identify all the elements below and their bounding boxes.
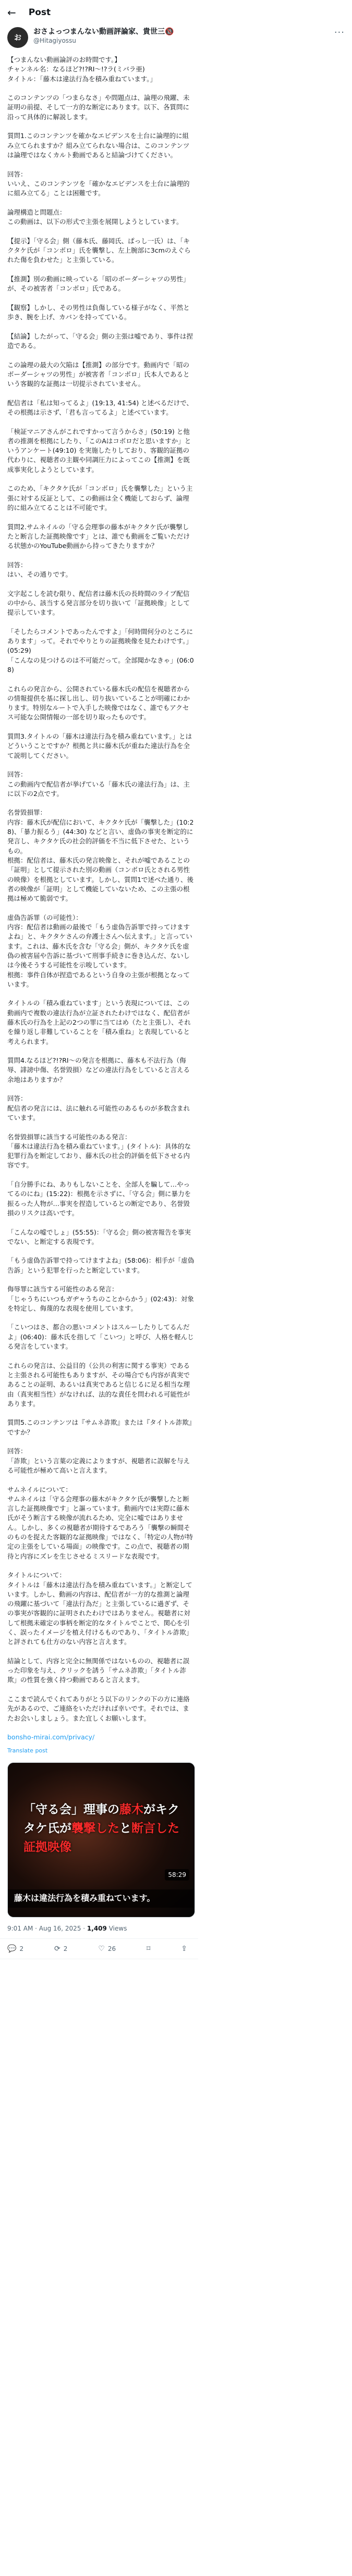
repost-count: 2 [63, 1945, 68, 1952]
share-icon: ⇪ [181, 1944, 187, 1953]
post-paragraph: サムネイルについて： サムネイルは「守る会理事の藤木がキクタケ氏が襲撃したと断言した証拠映像です」と謳っています。動画内では実際に藤木氏がそう断言する映像が流れるため、完全に嘘ではありません。しかし、多くの視聴者が期待するであろう「襲撃の瞬間そのものを捉えた客観的な証拠映像」ではなく、「特定の人物が特定の主張をしている場面」の映像です。この点で、視聴者の期待と内容にズレを生じさせるミスリードな表現です。 [7, 1485, 193, 1560]
page-title: Post [28, 7, 51, 18]
bookmark-icon: ⌑ [147, 1944, 151, 1953]
like-button[interactable] [98, 1944, 116, 1953]
headline-segment: と [119, 1821, 131, 1835]
reply-icon: 💬 [7, 1944, 17, 1953]
post-author [0, 25, 352, 52]
headline-segment: 証拠映像 [23, 1840, 71, 1854]
post-paragraph: これらの発言は、公益目的（公共の利害に関する事実）であると主張される可能性もありますが、その場合でも内容が真実であることの証明、あるいは真実であると信じるに足る相当な理由（真実相当性）がなければ、法的な責任を問われる可能性があります。 [7, 1361, 190, 1408]
post-paragraph: 【つまんない動画論評のお時間です。】 チャンネル名：なるほど?!?RI～!?ラ(ミバラ亜) タイトル：「藤木は違法行為を積み重ねています。」 [7, 56, 156, 83]
reply-button[interactable] [7, 1944, 23, 1953]
action-bar [7, 1939, 187, 1959]
post-body [0, 52, 202, 1959]
like-count: 26 [107, 1945, 116, 1952]
post-paragraph: このコンテンツの「つまらなさ」や問題点は、論理の飛躍、未証明の前提、そして一方的な断定にあります。以下、各質問に沿って具体的に解説します。 [7, 94, 190, 121]
avatar[interactable]: お [7, 27, 28, 48]
post-paragraph: 回答： 配信者の発言には、法に触れる可能性のあるものが多数含まれています。 [7, 1094, 190, 1122]
top-bar [0, 0, 352, 25]
post-paragraph: このため、「キクタケ氏が「コンボロ」氏を襲撃した」という主張に対する反証として、この動画は全く機能しておらず、論理的に組み立てることは不可能です。 [7, 484, 193, 512]
post-paragraph: 虚偽告訴罪（の可能性）： 内容：配信者は動画の最後で「もう虚偽告訴罪で持ってけますよね」と、キクタケさんの弁護士さんへ伝えます。」と言っています。これは、藤木氏を含む「守る会」側が、キクタケ氏を虚偽の被害届や告訴に基づいて刑事手続きに巻き込んだ、ないしは今後そうする可能性を示唆しています。 根拠：事件自体が捏造であるという自身の主張が根拠となっています。 [7, 913, 192, 988]
post-paragraph: 「もう虚偽告訴罪で持ってけますよね」(58:06)：相手が「虚偽告訴」という犯罪を行ったと断定しています。 [7, 1256, 195, 1274]
repost-button[interactable] [54, 1944, 67, 1953]
post-paragraph: 質問2.サムネイルの「守る会理事の藤本がキクタケ氏が襲撃したと断言した証拠映像です」とは、誰でも動画をご覧いただける状態かのYouTube動画から持ってきたりますか？ [7, 522, 190, 550]
headline-segment: 理事の [83, 1802, 119, 1816]
post-paragraph: 回答： 「詐欺」という言葉の定義によりますが、視聴者に誤解を与える可能性が極めて高いと言えます。 [7, 1447, 190, 1474]
author-display-name[interactable]: おさよっつまんない動画評論家、貴世三🔞 [33, 28, 174, 36]
headline-segment: が [143, 1802, 155, 1816]
post-paragraph: これらの発言から、公開されている藤木氏の配信を視聴者からの情報提供を基に探し出し、切り抜いていることが明確にわかります。特別なルートで入手した映像ではなく、誰でもアクセス可能な公開情報の一部を切り取ったものです。 [7, 685, 190, 721]
post-meta [7, 1924, 195, 1933]
views-count: 1,409 [87, 1924, 107, 1932]
post-paragraph: 名誉毀損罪に該当する可能性のある発言： 「藤木は違法行為を積み重ねています。」(タイトル)：具体的な犯罪行為を断定しており、藤木氏の社会的評価を低下させる内容です。 [7, 1133, 191, 1169]
author-handle[interactable]: @Hitagiyossu [33, 37, 76, 44]
post-paragraph: 配信者は「私は知ってるよ」(19:13, 41:54) と述べるだけで、その根拠は示さず、「君も言ってるよ」と述べています。 [7, 399, 193, 416]
post-paragraph: 【提示】「守る会」側（藤本氏、藤岡氏、ぱっし一氏）は、「キクタケ氏が「コンボロ」氏を襲撃し、左上腕部に3cmのえぐられた傷を負わせた」と主張している。 [7, 237, 191, 264]
translate-link[interactable]: Translate post [7, 1747, 48, 1754]
post-text [7, 55, 195, 1723]
video-duration: 58:29 [165, 1869, 189, 1881]
post-paragraph: 【結論】したがって、「守る会」側の主張は嘘であり、事件は捏造である。 [7, 332, 193, 350]
post-paragraph: 結論として、内容と完全に無関係ではないものの、視聴者に誤った印象を与え、クリックを誘う「サムネ詐欺」「タイトル詐欺」の性質を強く持つ動画であると言えます。 [7, 1657, 190, 1684]
thumbnail-caption: 藤木は違法行為を積み重ねています。 [8, 1889, 195, 1907]
post-timestamp[interactable]: 9:01 AM · Aug 16, 2025 · [7, 1924, 86, 1932]
post-paragraph: 質問5.このコンテンツは『サムネ詐欺』または『タイトル詐欺』ですか？ [7, 1418, 192, 1436]
post-paragraph: 名誉毀損罪： 内容：藤木氏が配信において、キクタケ氏が「襲撃した」(10:28)、「暴力振るう」(44:30) などと言い、虚偽の事実を断定的に発言し、キクタケ氏の社会的評価を不当に低下させた、というもの。 根拠：配信者は、藤木氏の発言映像と、それが嘘であることの「証明」として提示された別の動画（コンボロ氏とされる男性の映像）を根拠としています。しかし、質問1で述べた通り、後者の映像が「証明」として機能していないため、この主張の根拠は極めて脆弱です。 [7, 808, 194, 903]
post-paragraph: 「そしたらコメントであったんですよ」「何時間何分のところにあります」って。それでやりとりの証拠映像を見たわけです。」(05:29) 「こんなの見つけるのは不可能だって。全部聞かなきゃ」(06:08) [7, 627, 194, 674]
share-button[interactable] [181, 1944, 187, 1953]
post-paragraph: 論理構造と問題点： この動画は、以下の形式で主張を展開しようとしています。 [7, 208, 183, 226]
headline-segment: 藤木 [119, 1802, 143, 1816]
post-paragraph: 侮辱罪に該当する可能性のある発言： 「じゃうちにいつもガヂャうちのことからかう」(02:43)：対象を特定し、侮蔑的な表現を使用しています。 [7, 1285, 194, 1312]
headline-segment: 「守る会」 [23, 1802, 83, 1816]
post-paragraph: タイトルの「積み重ねています」という表現については、この動画内で複数の違法行為が立証されたわけではなく、配信者が藤木氏の行為を上記の2つの罪に当てはめ（たと主張し）、それを繰り返し非難していることを「積み重ね」と表現していると考えられます。 [7, 999, 191, 1046]
post-paragraph: 回答： この動画内で配信者が挙げている「藤木氏の違法行為」は、主に以下の2点です。 [7, 770, 190, 798]
more-options-icon[interactable]: ··· [334, 27, 345, 38]
headline-segment: 断言した [131, 1821, 179, 1835]
heart-icon: ♡ [98, 1944, 105, 1953]
views-label: Views [108, 1924, 127, 1932]
arrow-left-icon[interactable]: ← [7, 6, 16, 19]
post-paragraph: この論理の最大の欠陥は【推測】の部分です。動画内で「昭のボーダーシャツの男性」が被害者「コンボロ」氏本人であるという客観的な証拠は一切提示されていません。 [7, 360, 190, 388]
post-paragraph: 「自分勝手にね、ありもしないことを、全部人を騙して…やってるのにね」(15:22)：根拠を示さずに、「守る会」側に暴力を振るった人物が…事実を捏造しているとの断定であり、名誉毀損のリスクは高いです。 [7, 1180, 191, 1217]
post-paragraph: 回答： はい、その通りです。 [7, 561, 72, 579]
post-link[interactable]: bonsho-mirai.com/privacy/ [7, 1733, 95, 1741]
post-paragraph: 回答： いいえ、このコンテンツを「確かなエビデンスを土台に論理的に組み立てる」ことは困難です。 [7, 170, 190, 197]
headline-segment: キクタケ氏が [23, 1802, 179, 1835]
post-paragraph: タイトルについて： タイトルは「藤木は違法行為を積み重ねています。」と断定しています。しかし、動画の内容は、配信者が一方的な推測と論理の飛躍に基づいて「違法行為だ」と主張しているに過ぎず、その事実が客観的に証明されたわけではありません。視聴者に対して根拠未確定の事柄を断定的なタイトルでことで、関心を引く、誤ったイメージを植え付けるものであり、「タイトル詐欺」と評されても仕方のない内容と言えます。 [7, 1571, 193, 1646]
post-paragraph: 文字起こしを読む限り、配信者は藤木氏の長時間のライブ配信の中から、該当する発言部分を切り抜いて「証拠映像」として提示しています。 [7, 589, 190, 617]
post-paragraph: 質問3.タイトルの「藤木は違法行為を積み重ねています。」とはどういうことですか？根拠と共に藤木氏が重ねた違法行為を全て説明してください。 [7, 732, 192, 760]
post-paragraph: 【推測】別の動画に映っている「昭のボーダーシャツの男性」が、その被害者「コンボロ」氏である。 [7, 275, 190, 293]
post-paragraph: 「こんなの嘘でしょ」(55:55)：「守る会」側の被害報告を事実でない、と断定する表現です。 [7, 1228, 191, 1246]
post-paragraph: 「こいつはさ、都合の悪いコメントはスルーしたりしてるんだよ」(06:40)：藤木氏を指して「こいつ」と呼び、人格を軽んじる発言をしています。 [7, 1323, 194, 1351]
thumbnail-headline [23, 1800, 180, 1857]
post-paragraph: 質問1.このコンテンツを確かなエビデンスを土台に論理的に組み立てられますか？組み立てられない場合は、このコンテンツは論理ではなくカルト動画であると結論づけてください。 [7, 132, 190, 159]
bookmark-button[interactable] [147, 1944, 150, 1953]
post-paragraph: 質問4.なるほど?!?RI～の発言を根拠に、藤本も不法行為（侮辱、誹謗中傷、名誉毀損）などの違法行為をしていると言える余地はありますか？ [7, 1056, 190, 1084]
headline-segment: 襲撃した [71, 1821, 119, 1835]
post-paragraph: 【観察】しかし、その男性は負傷している様子がなく、平然と歩き、腕を上げ、カバンを持ってている。 [7, 303, 190, 321]
reply-count: 2 [19, 1945, 24, 1952]
post-paragraph: 「検証マニアさんがこれですかって言うからさ」(50:19) と他者の推測を根拠にしたり、「このAはコボロだと思いますか」というアンケート(49:10) を実施したりしており、客観的証拠の代わりに、視聴者の主観や同調圧力によってこの【推測】を既成事実化しようとしています。 [7, 427, 191, 474]
repost-icon: ⟳ [54, 1944, 60, 1953]
post-paragraph: ここまで読んでくれてありがとう以下のリンクの下の方に連絡先があるので、ご連絡をいただければ幸いです。それでは、またお会いしましょう。また宜しくお願いします。 [7, 1695, 190, 1722]
video-thumbnail[interactable] [7, 1762, 195, 1918]
